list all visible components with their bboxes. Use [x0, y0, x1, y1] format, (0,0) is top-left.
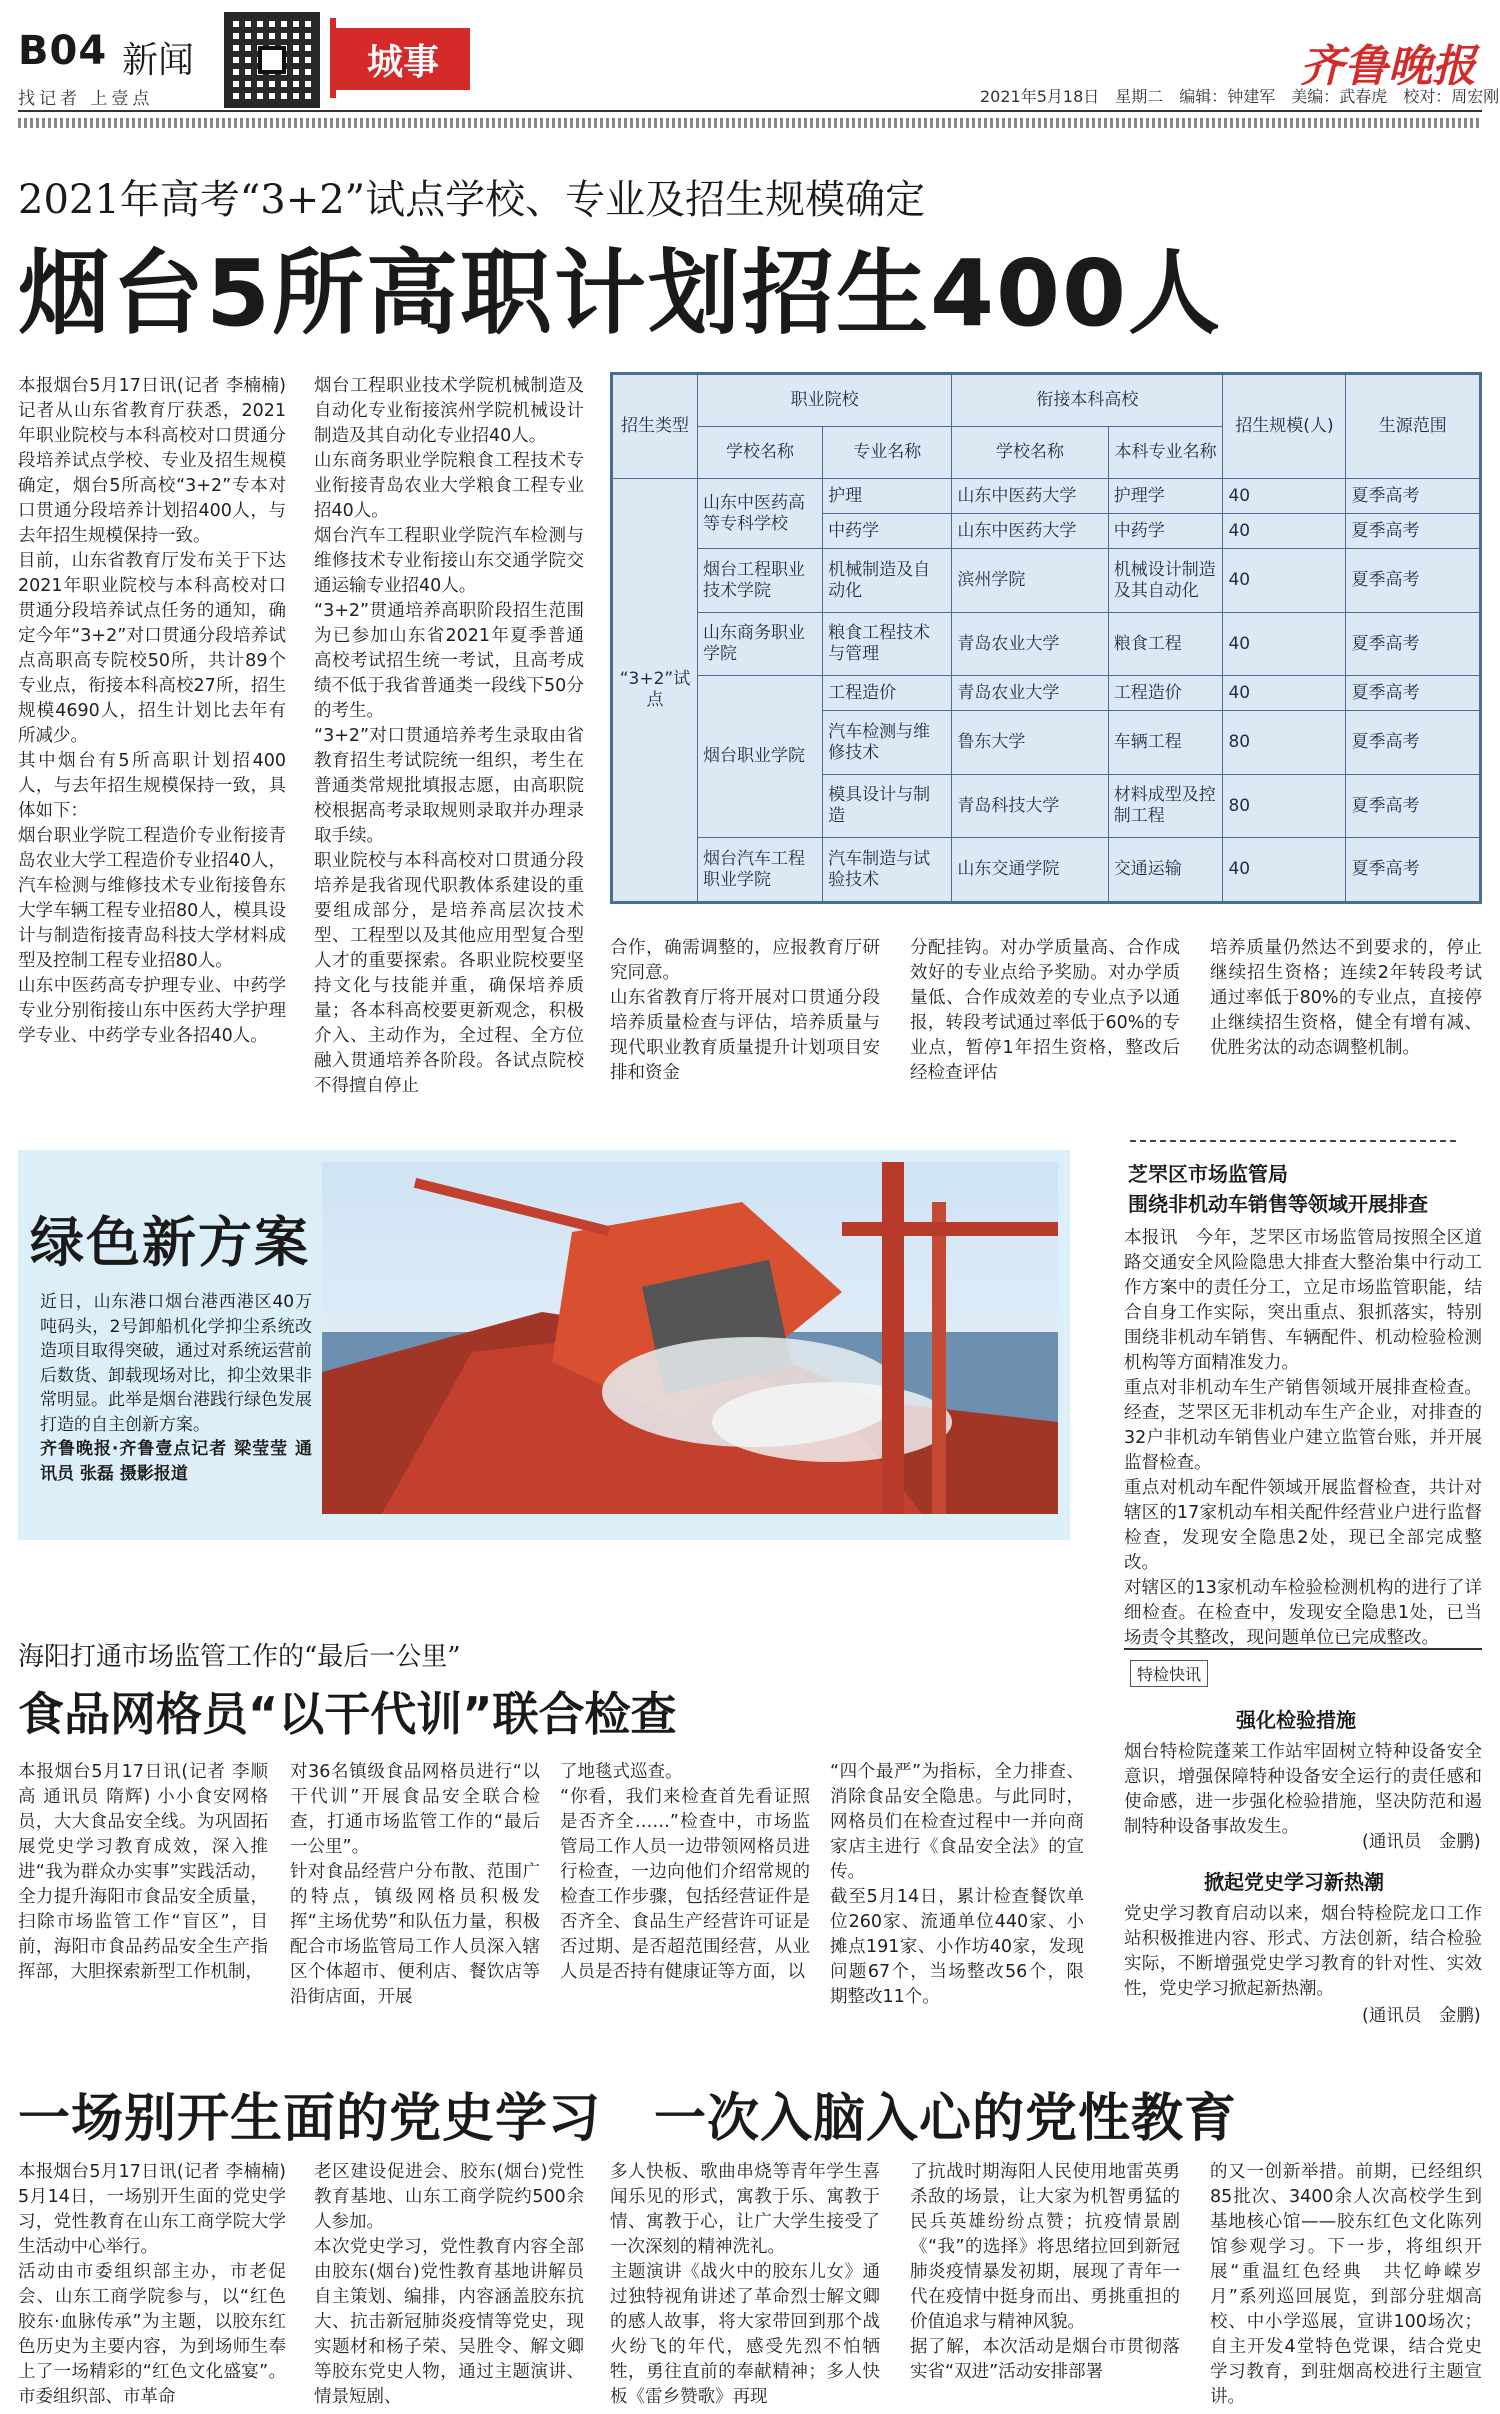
- article1-col1: 本报烟台5月17日讯(记者 李楠楠) 记者从山东省教育厅获悉，2021年职业院校与本科高校对口贯通分段培养试点学校、专业及招生规模确定，烟台5所高校“3+2”专本对口贯通分段培养计划招400人，与去年招生规模保持一致。 目前，山东省教育厅发布关于下达2021年职业院校与本科高校对口贯通分段培养试点任务的通知，确定今年“3+2”对口贯通分段培养试点高职高专院校50所，共计89个专业点，衔接本科高校27所，招生规模4690人，招生计划比去年有所减少。 其中烟台有5所高职计划招400人，与去年招生规模保持一致，具体如下： 烟台职业学院工程造价专业衔接青岛农业大学工程造价专业招40人，汽车检测与维修技术专业衔接鲁东大学车辆工程专业招80人，模具设计与制造衔接青岛科技大学材料成型及控制工程专业招80人。 山东中医药高专护理专业、中药学专业分别衔接山东中医药大学护理学专业、中药学专业各招40人。: [18, 376, 286, 1046]
- cell-scale: 80: [1223, 774, 1346, 838]
- fast-credit-2: (通讯员 金鹏): [1362, 2006, 1481, 2026]
- cell-scale: 40: [1223, 549, 1346, 613]
- article3-title: 一场别开生面的党史学习 一次入脑入心的党性教育: [18, 2089, 1238, 2149]
- cell-major: 机械制造及自动化: [823, 549, 952, 613]
- cell-major: 工程造价: [823, 676, 952, 711]
- cell-major: 汽车制造与试验技术: [823, 838, 952, 902]
- cell-range: 夏季高考: [1346, 479, 1480, 514]
- cell-uni: 青岛农业大学: [952, 676, 1108, 711]
- cell-school: 山东中医药高等专科学校: [697, 479, 822, 549]
- th-school: 学校名称: [697, 427, 822, 479]
- cell-range: 夏季高考: [1346, 774, 1480, 838]
- fast-rule: [1124, 1648, 1482, 1650]
- article3-col2: 老区建设促进会、胶东(烟台)党性教育基地、山东工商学院约500余人参加。 本次党史学习，党性教育内容全部由胶东(烟台)党性教育基地讲解员自主策划、编排，内容涵盖胶东抗大、抗击新冠肺炎疫情等党史，现实题材和杨子荣、吴胜令、解文卿等胶东党史人物，通过主题演讲、情景短剧、: [314, 2162, 584, 2407]
- cell-scale: 40: [1223, 838, 1346, 902]
- page-number: B04: [18, 28, 108, 74]
- cell-uni: 山东交通学院: [952, 838, 1108, 902]
- cell-range: 夏季高考: [1346, 711, 1480, 775]
- cell-scale: 40: [1223, 479, 1346, 514]
- cell-uni: 山东中医药大学: [952, 514, 1108, 549]
- cell-scale: 40: [1223, 676, 1346, 711]
- article3-col1: 本报烟台5月17日讯(记者 李楠楠) 5月14日，一场别开生面的党史学习，党性教育在山东工商学院大学生活动中心举行。 活动由市委组织部主办，市老促会、山东工商学院参与，以“红色胶东·血脉传承”为主题，以胶东红色历史为主要内容，为到场师生奉上了一场精彩的“红色文化盛宴”。市委组织部、市革命: [18, 2162, 286, 2407]
- article3-col4: 了抗战时期海阳人民使用地雷英勇杀敌的场景，让大家为机智勇猛的民兵英雄纷纷点赞；抗疫情景剧《“我”的选择》将思绪拉回到新冠肺炎疫情暴发初期，展现了青年一代在疫情中挺身而出、勇挑重担的价值追求与精神风貌。 据了解，本次活动是烟台市贯彻落实省“双进”活动安排部署: [910, 2162, 1180, 2382]
- cell-uni-major: 材料成型及控制工程: [1108, 774, 1223, 838]
- side-body: 本报讯 今年，芝罘区市场监管局按照全区道路交通安全风险隐患大排查大整治集中行动工作方案中的责任分工，立足市场监管职能，结合自身工作实际，突出重点、狠抓落实，特别围绕非机动车销售、车辆配件、机动检验检测机构等方面精准发力。 重点对非机动车生产销售领域开展排查检查。经查，芝罘区无非机动车生产企业，对排查的32户非机动车销售业户建立监管台账，并开展监督检查。 重点对机动车配件领域开展监督检查，共计对辖区的17家机动车相关配件经营业户进行监督检查，发现安全隐患2处，现已全部完成整改。 对辖区的13家机动车检验检测机构的进行了详细检查。在检查中，发现安全隐患1处，已当场责令其整改，现问题单位已完成整改。: [1124, 1228, 1482, 1648]
- side-headline-1: 芝罘区市场监管局: [1128, 1162, 1288, 1186]
- article1-col2: 烟台工程职业技术学院机械制造及自动化专业衔接滨州学院机械设计制造及其自动化专业招40人。 山东商务职业学院粮食工程技术专业衔接青岛农业大学粮食工程专业招40人。 烟台汽车工程职业学院汽车检测与维修技术专业衔接山东交通学院交通运输专业招40人。 “3+2”贯通培养高职阶段招生范围为已参加山东省2021年夏季普通高校考试招生统一考试，且高考成绩不低于我省普通类一段线下50分的考生。 “3+2”对口贯通培养考生录取由省教育招生考试院统一组织，考生在普通类常规批填报志愿，由高职院校根据高考录取规则录取并办理录取手续。 职业院校与本科高校对口贯通分段培养是我省现代职教体系建设的重要组成部分，是培养高层次技术型、工程型以及其他应用型复合型人才的重要探索。各职业院校要坚持文化与技能并重，确保培养质量；各本科高校要更新观念，积极介入、主动作为，全过程、全方位融入贯通培养各阶段。各试点院校不得擅自停止: [314, 376, 584, 1096]
- side-headline-2: 围绕非机动车销售等领域开展排查: [1128, 1192, 1428, 1216]
- cell-school: 山东商务职业学院: [697, 612, 822, 676]
- cell-uni: 青岛农业大学: [952, 612, 1108, 676]
- green-body: 近日，山东港口烟台港西港区40万吨码头，2号卸船机化学抑尘系统改造项目取得突破，通过对系统运营前后数货、卸载现场对比，抑尘效果非常明显。此举是烟台港践行绿色发展打造的自主创新方案。: [40, 1292, 312, 1435]
- article1-col3: 合作，确需调整的，应报教育厅研究同意。 山东省教育厅将开展对口贯通分段培养质量检查与评估，培养质量与现代职业教育质量提升计划项目安排和资金: [610, 938, 880, 1083]
- cell-scale: 40: [1223, 514, 1346, 549]
- cell-uni-major: 交通运输: [1108, 838, 1223, 902]
- cell-uni-major: 中药学: [1108, 514, 1223, 549]
- article3-col3: 多人快板、歌曲串烧等青年学生喜闻乐见的形式，寓教于乐、寓教于情、寓教于心，让广大学生接受了一次深刻的精神洗礼。 主题演讲《战火中的胶东儿女》通过独特视角讲述了革命烈士解文卿的感人故事，将大家带回到那个战火纷飞的年代，感受先烈不怕牺牲，勇往直前的奉献精神；多人快板《雷乡赞歌》再现: [610, 2162, 880, 2407]
- qr-center-mark: [258, 46, 286, 74]
- cell-uni-major: 机械设计制造及其自动化: [1108, 549, 1223, 613]
- cell-major: 护理: [823, 479, 952, 514]
- green-title: 绿色新方案: [30, 1211, 310, 1274]
- cell-uni-major: 粮食工程: [1108, 612, 1223, 676]
- article2-col3: 了地毯式巡查。 “你看，我们来检查首先看证照是否齐全……”检查中，市场监管局工作人员一边带领网格员进行检查，一边向他们介绍常规的检查工作步骤，包括经营证件是否齐全、食品生产经营许可证是否过期、是否超范围经营，从业人员是否持有健康证等方面，以: [560, 1762, 810, 1982]
- th-university: 衔接本科高校: [952, 375, 1223, 427]
- article3-col5: 的又一创新举措。前期，已经组织85批次、3400余人次高校学生到基地核心馆——胶东红色文化陈列馆参观学习。下一步，将组织开展“重温红色经典 共忆峥嵘岁月”系列巡回展览，到部分驻烟高校、中小学巡展，宣讲100场次；自主开发4堂特色党课，结合党史学习教育，到驻烟高校进行主题宣讲。: [1210, 2162, 1482, 2407]
- header-rule: [18, 110, 1482, 112]
- th-range: 生源范围: [1346, 375, 1480, 479]
- th-uni-major: 本科专业名称: [1108, 427, 1223, 479]
- cell-scale: 80: [1223, 711, 1346, 775]
- cell-school: 烟台职业学院: [697, 676, 822, 838]
- cell-uni: 山东中医药大学: [952, 479, 1108, 514]
- fast-headline-2: 掀起党史学习新热潮: [1204, 1870, 1384, 1894]
- cell-uni-major: 护理学: [1108, 479, 1223, 514]
- article2-subtitle: 海阳打通市场监管工作的“最后一公里”: [18, 1642, 461, 1672]
- cell-range: 夏季高考: [1346, 838, 1480, 902]
- newspaper-logo: 齐鲁晚报: [1300, 41, 1476, 92]
- article2-col2: 对36名镇级食品网格员进行“以干代训”开展食品安全联合检查，打通市场监管工作的“最后一公里”。 针对食品经营户分布散、范围广的特点，镇级网格员积极发挥“主场优势”和队伍力量，积极配合市场监管局工作人员深入辖区个体超市、便利店、餐饮店等沿街店面，开展: [290, 1762, 540, 2007]
- article2-col1: 本报烟台5月17日讯(记者 李顺高 通讯员 隋辉) 小小食安网格员，大大食品安全线。为巩固拓展党史学习教育成效，深入推进“我为群众办实事”实践活动，全力提升海阳市食品安全质量，扫除市场监管工作“盲区”，目前，海阳市食品药品安全生产指挥部，大胆探索新型工作机制，: [18, 1762, 268, 1982]
- article1-col4: 分配挂钩。对办学质量高、合作成效好的专业点给予奖励。对办学质量低、合作成效差的专业点予以通报，转段考试通过率低于60%的专业点，暂停1年招生资格，整改后经检查评估: [910, 938, 1180, 1083]
- fast-credit-1: (通讯员 金鹏): [1362, 1832, 1481, 1852]
- article1-title: 烟台5所高职计划招生400人: [18, 240, 1223, 347]
- cell-range: 夏季高考: [1346, 514, 1480, 549]
- dateline: 2021年5月18日 星期二 编辑：钟建军 美编：武春虎 校对：周宏刚: [980, 87, 1500, 106]
- cell-school: 烟台工程职业技术学院: [697, 549, 822, 613]
- cell-uni-major: 工程造价: [1108, 676, 1223, 711]
- side-dashed-rule: [1130, 1140, 1460, 1142]
- article1-subtitle: 2021年高考“3+2”试点学校、专业及招生规模确定: [18, 177, 926, 223]
- cell-uni-major: 车辆工程: [1108, 711, 1223, 775]
- cell-scale: 40: [1223, 612, 1346, 676]
- section-name: 新闻: [122, 40, 195, 81]
- port-photo: [322, 1162, 1058, 1514]
- fast-headline-1: 强化检验措施: [1236, 1708, 1356, 1732]
- section-tab: 城事: [336, 28, 470, 90]
- admission-table: [610, 372, 1482, 904]
- cell-range: 夏季高考: [1346, 612, 1480, 676]
- th-uni-school: 学校名称: [952, 427, 1108, 479]
- article2-title: 食品网格员“以干代训”联合检查: [18, 1687, 677, 1741]
- article2-col4: “四个最严”为指标，全力排查、消除食品安全隐患。与此同时，网格员们在检查过程中一并向商家店主进行《食品安全法》的宣传。 截至5月14日，累计检查餐饮单位260家、流通单位440家、小摊点191家、小作坊40家，发现问题67个，当场整改56个，限期整改11个。: [830, 1762, 1084, 2007]
- cell-major: 汽车检测与维修技术: [823, 711, 952, 775]
- th-vocational: 职业院校: [697, 375, 951, 427]
- article1-col5: 培养质量仍然达不到要求的，停止继续招生资格；连续2年转段考试通过率低于80%的专业点，直接停止继续招生资格，健全有增有减、优胜劣汰的动态调整机制。: [1210, 938, 1482, 1058]
- cell-major: 中药学: [823, 514, 952, 549]
- fast-tag: 特检快讯: [1130, 1660, 1208, 1687]
- cell-uni: 青岛科技大学: [952, 774, 1108, 838]
- section-subtitle: 找记者 上壹点: [18, 89, 154, 109]
- cell-range: 夏季高考: [1346, 549, 1480, 613]
- cell-major: 粮食工程技术与管理: [823, 612, 952, 676]
- fast-body-1: 烟台特检院蓬莱工作站牢固树立特种设备安全意识，增强保障特种设备安全运行的责任感和使命感，进一步强化检验措施，坚决防范和遏制特种设备事故发生。: [1124, 1742, 1482, 1837]
- cell-range: 夏季高考: [1346, 676, 1480, 711]
- cell-school: 烟台汽车工程职业学院: [697, 838, 822, 902]
- green-credit: 齐鲁晚报·齐鲁壹点记者 梁莹莹 通讯员 张磊 摄影报道: [40, 1439, 312, 1484]
- header-dotted-rule: [18, 118, 1482, 128]
- cell-major: 模具设计与制造: [823, 774, 952, 838]
- th-major: 专业名称: [823, 427, 952, 479]
- cell-uni: 滨州学院: [952, 549, 1108, 613]
- th-scale: 招生规模(人): [1223, 375, 1346, 479]
- green-text: [40, 1290, 312, 1486]
- fast-body-2: 党史学习教育启动以来，烟台特检院龙口工作站积极推进内容、形式、方法创新，结合检验实际，不断增强党史学习教育的针对性、实效性，党史学习掀起新热潮。: [1124, 1904, 1482, 1999]
- cell-uni: 鲁东大学: [952, 711, 1108, 775]
- th-type: 招生类型: [613, 375, 698, 479]
- cell-type: “3+2”试点: [613, 479, 698, 902]
